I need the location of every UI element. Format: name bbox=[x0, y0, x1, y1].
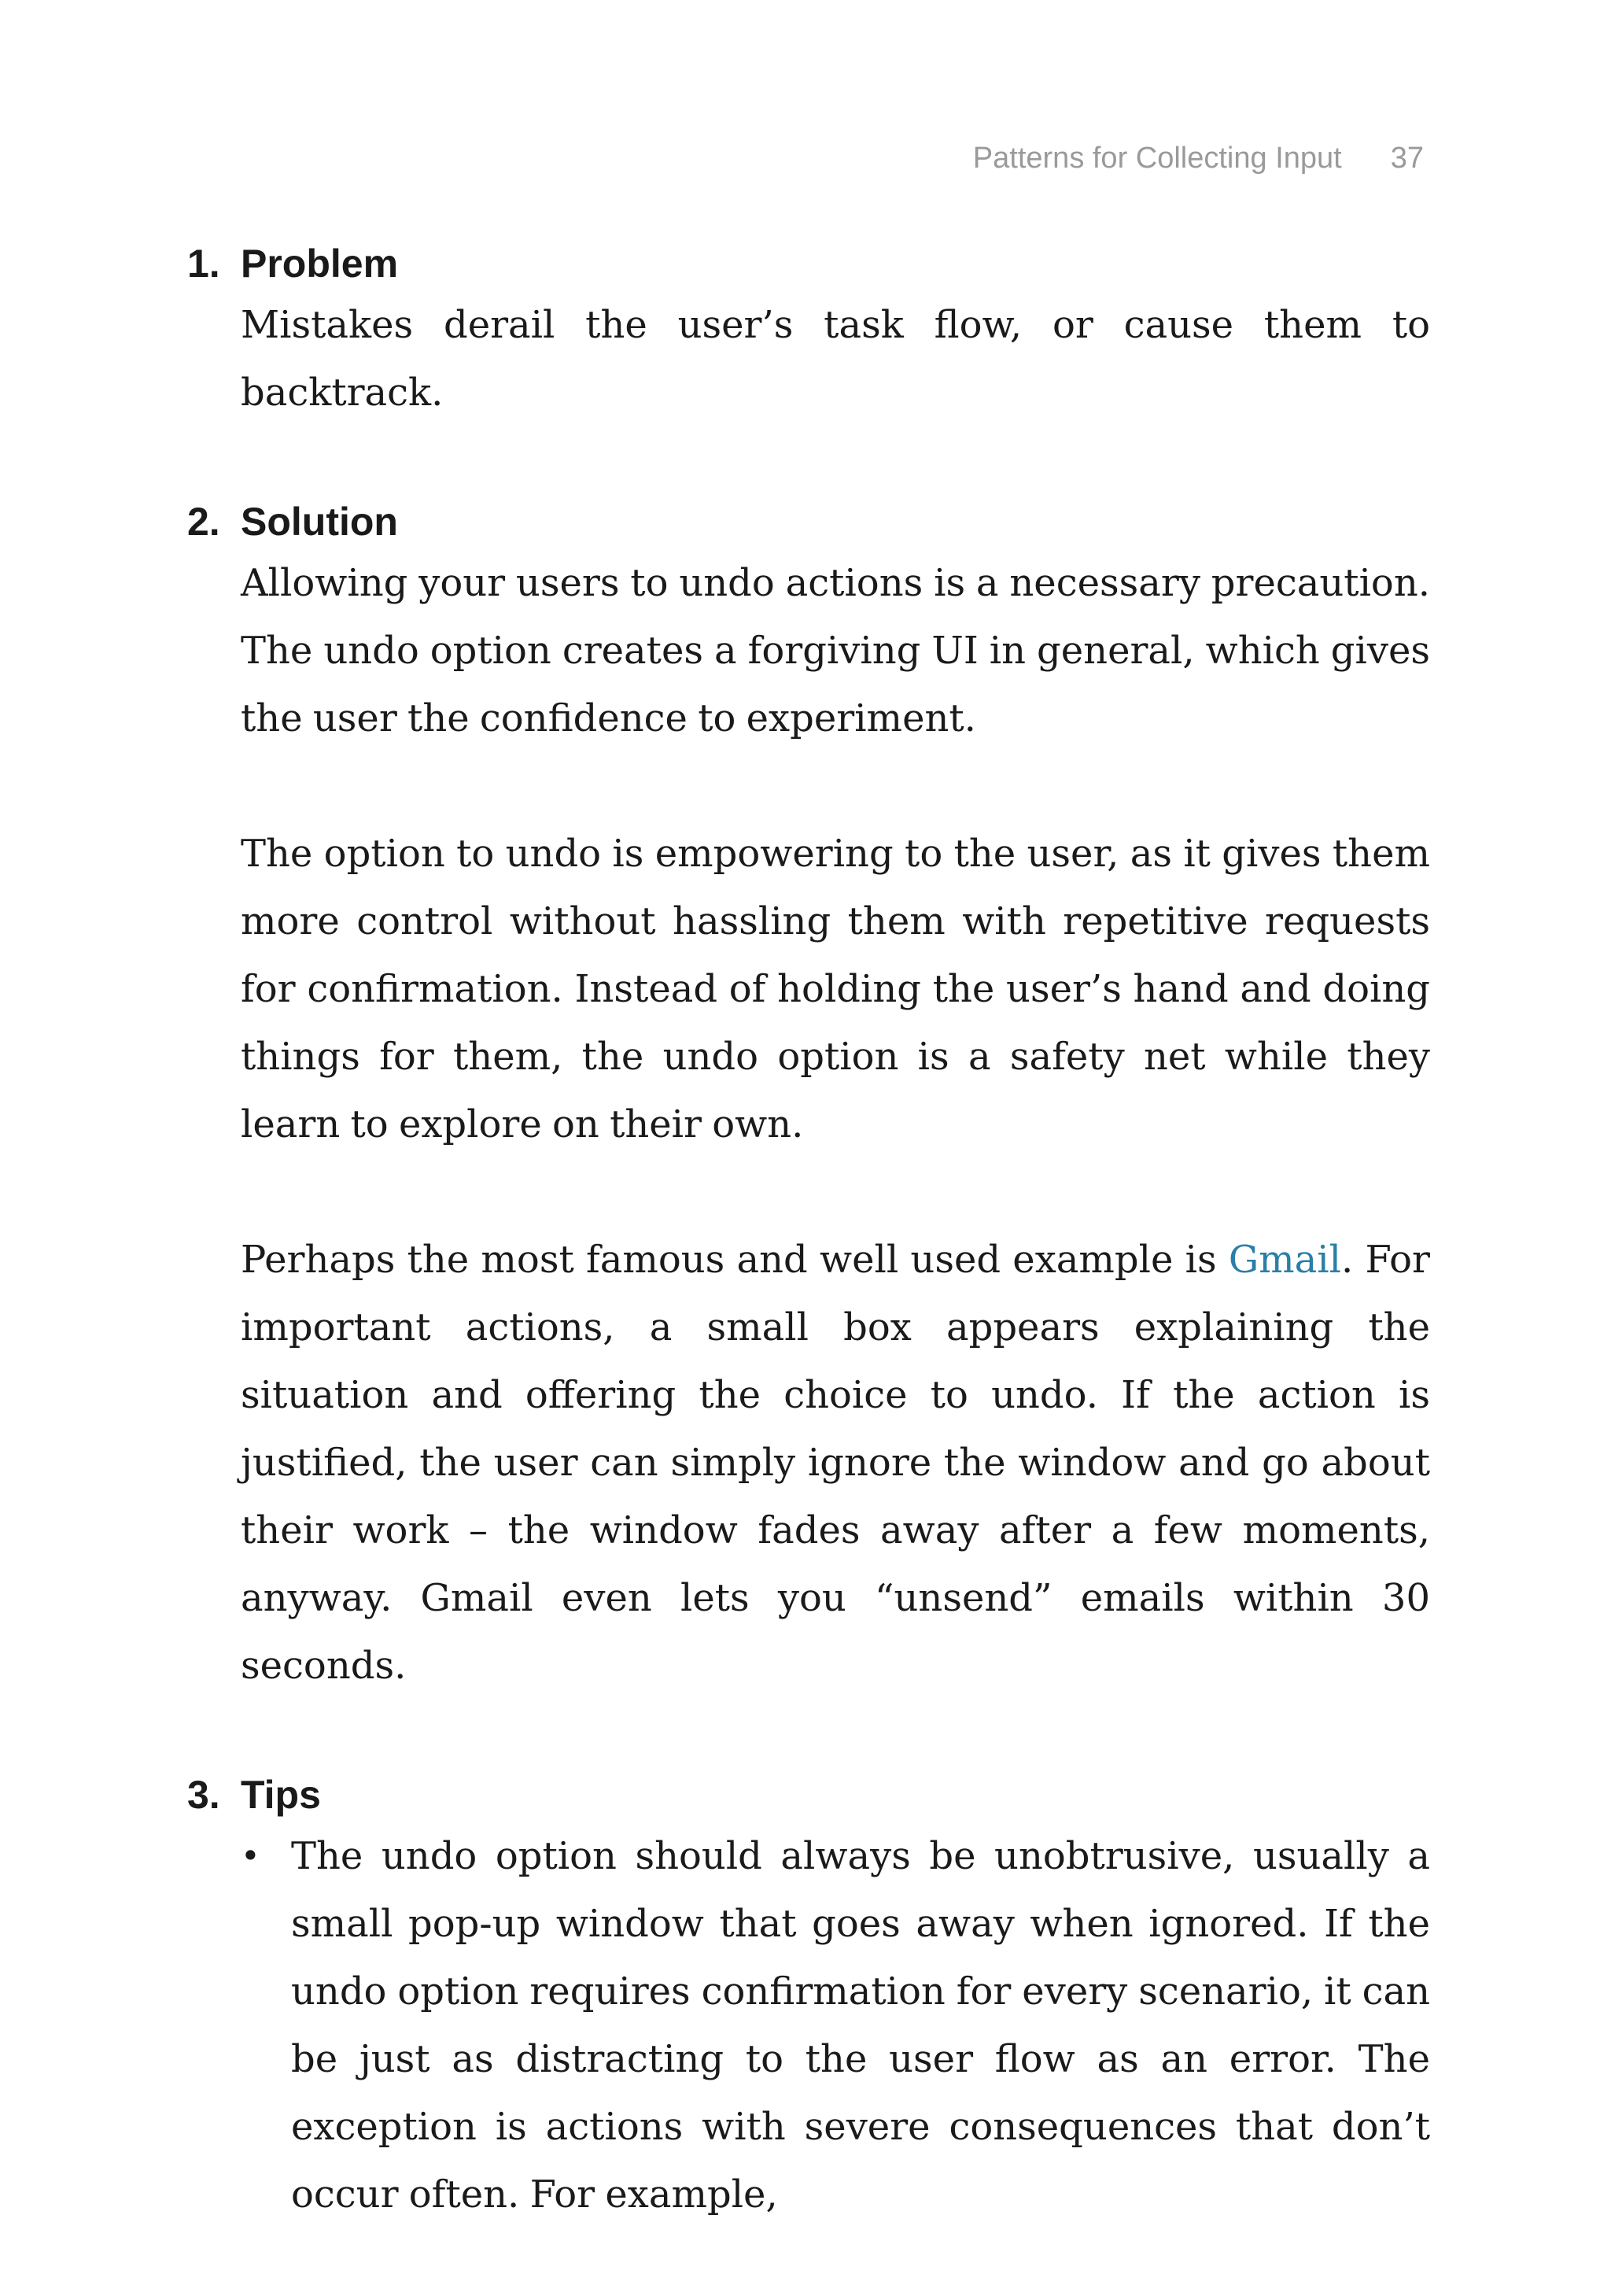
section-number: 3. bbox=[187, 1773, 220, 1817]
section-heading-tips bbox=[187, 1767, 1430, 1822]
running-title: Patterns for Collecting Input bbox=[972, 142, 1342, 175]
gmail-link[interactable]: Gmail bbox=[1228, 1238, 1341, 1282]
section-body-tips bbox=[187, 1822, 1430, 2228]
section-body-solution bbox=[187, 549, 1430, 1700]
page-number: 37 bbox=[1390, 142, 1424, 175]
section-solution bbox=[187, 494, 1430, 1700]
section-tips bbox=[187, 1767, 1430, 2228]
section-number: 2. bbox=[187, 500, 220, 544]
page-content bbox=[187, 236, 1430, 2296]
section-problem bbox=[187, 236, 1430, 426]
section-title: Problem bbox=[241, 242, 399, 286]
solution-paragraph-1: Allowing your users to undo actions is a necessary precaution. The undo option creates a forgiving UI in general, which gives the user the confidence to experiment. bbox=[241, 561, 1430, 740]
gmail-text-before: Perhaps the most famous and well used example is bbox=[241, 1238, 1229, 1282]
solution-paragraph-2: The option to undo is empowering to the user, as it gives them more control without hassling them with repetitive requests for confirmation. Instead of holding the user’s hand and doing things for them, the undo option is a safety net while they learn to explore on their own. bbox=[241, 832, 1430, 1146]
bullet-icon: • bbox=[241, 1836, 260, 1875]
gmail-text-after: . For important actions, a small box appears explaining the situation and offering the choice to undo. If the action is justified, the user can simply ignore the window and go about their work – the window fades away after a few moments, anyway. Gmail even lets you “unsend” emails within 30 seconds. bbox=[241, 1238, 1430, 1688]
problem-paragraph: Mistakes derail the user’s task flow, or cause them to backtrack. bbox=[241, 303, 1430, 415]
section-number: 1. bbox=[187, 242, 220, 286]
section-title: Solution bbox=[241, 500, 398, 544]
tips-list bbox=[241, 1822, 1430, 2228]
section-title: Tips bbox=[241, 1773, 321, 1817]
solution-paragraph-gmail bbox=[241, 1226, 1430, 1700]
section-heading-problem bbox=[187, 236, 1430, 291]
tip-text: The undo option should always be unobtrusive, usually a small pop-up window that goes away when ignored. If the undo option requires confirmation for every scenario, it can be just as distracting to the user flow as an error. The exception is actions with severe consequences that don’t occur often. For example, bbox=[291, 1834, 1430, 2217]
section-heading-solution bbox=[187, 494, 1430, 549]
list-item bbox=[241, 1822, 1430, 2228]
running-header bbox=[973, 142, 1424, 175]
section-body-problem bbox=[187, 291, 1430, 426]
